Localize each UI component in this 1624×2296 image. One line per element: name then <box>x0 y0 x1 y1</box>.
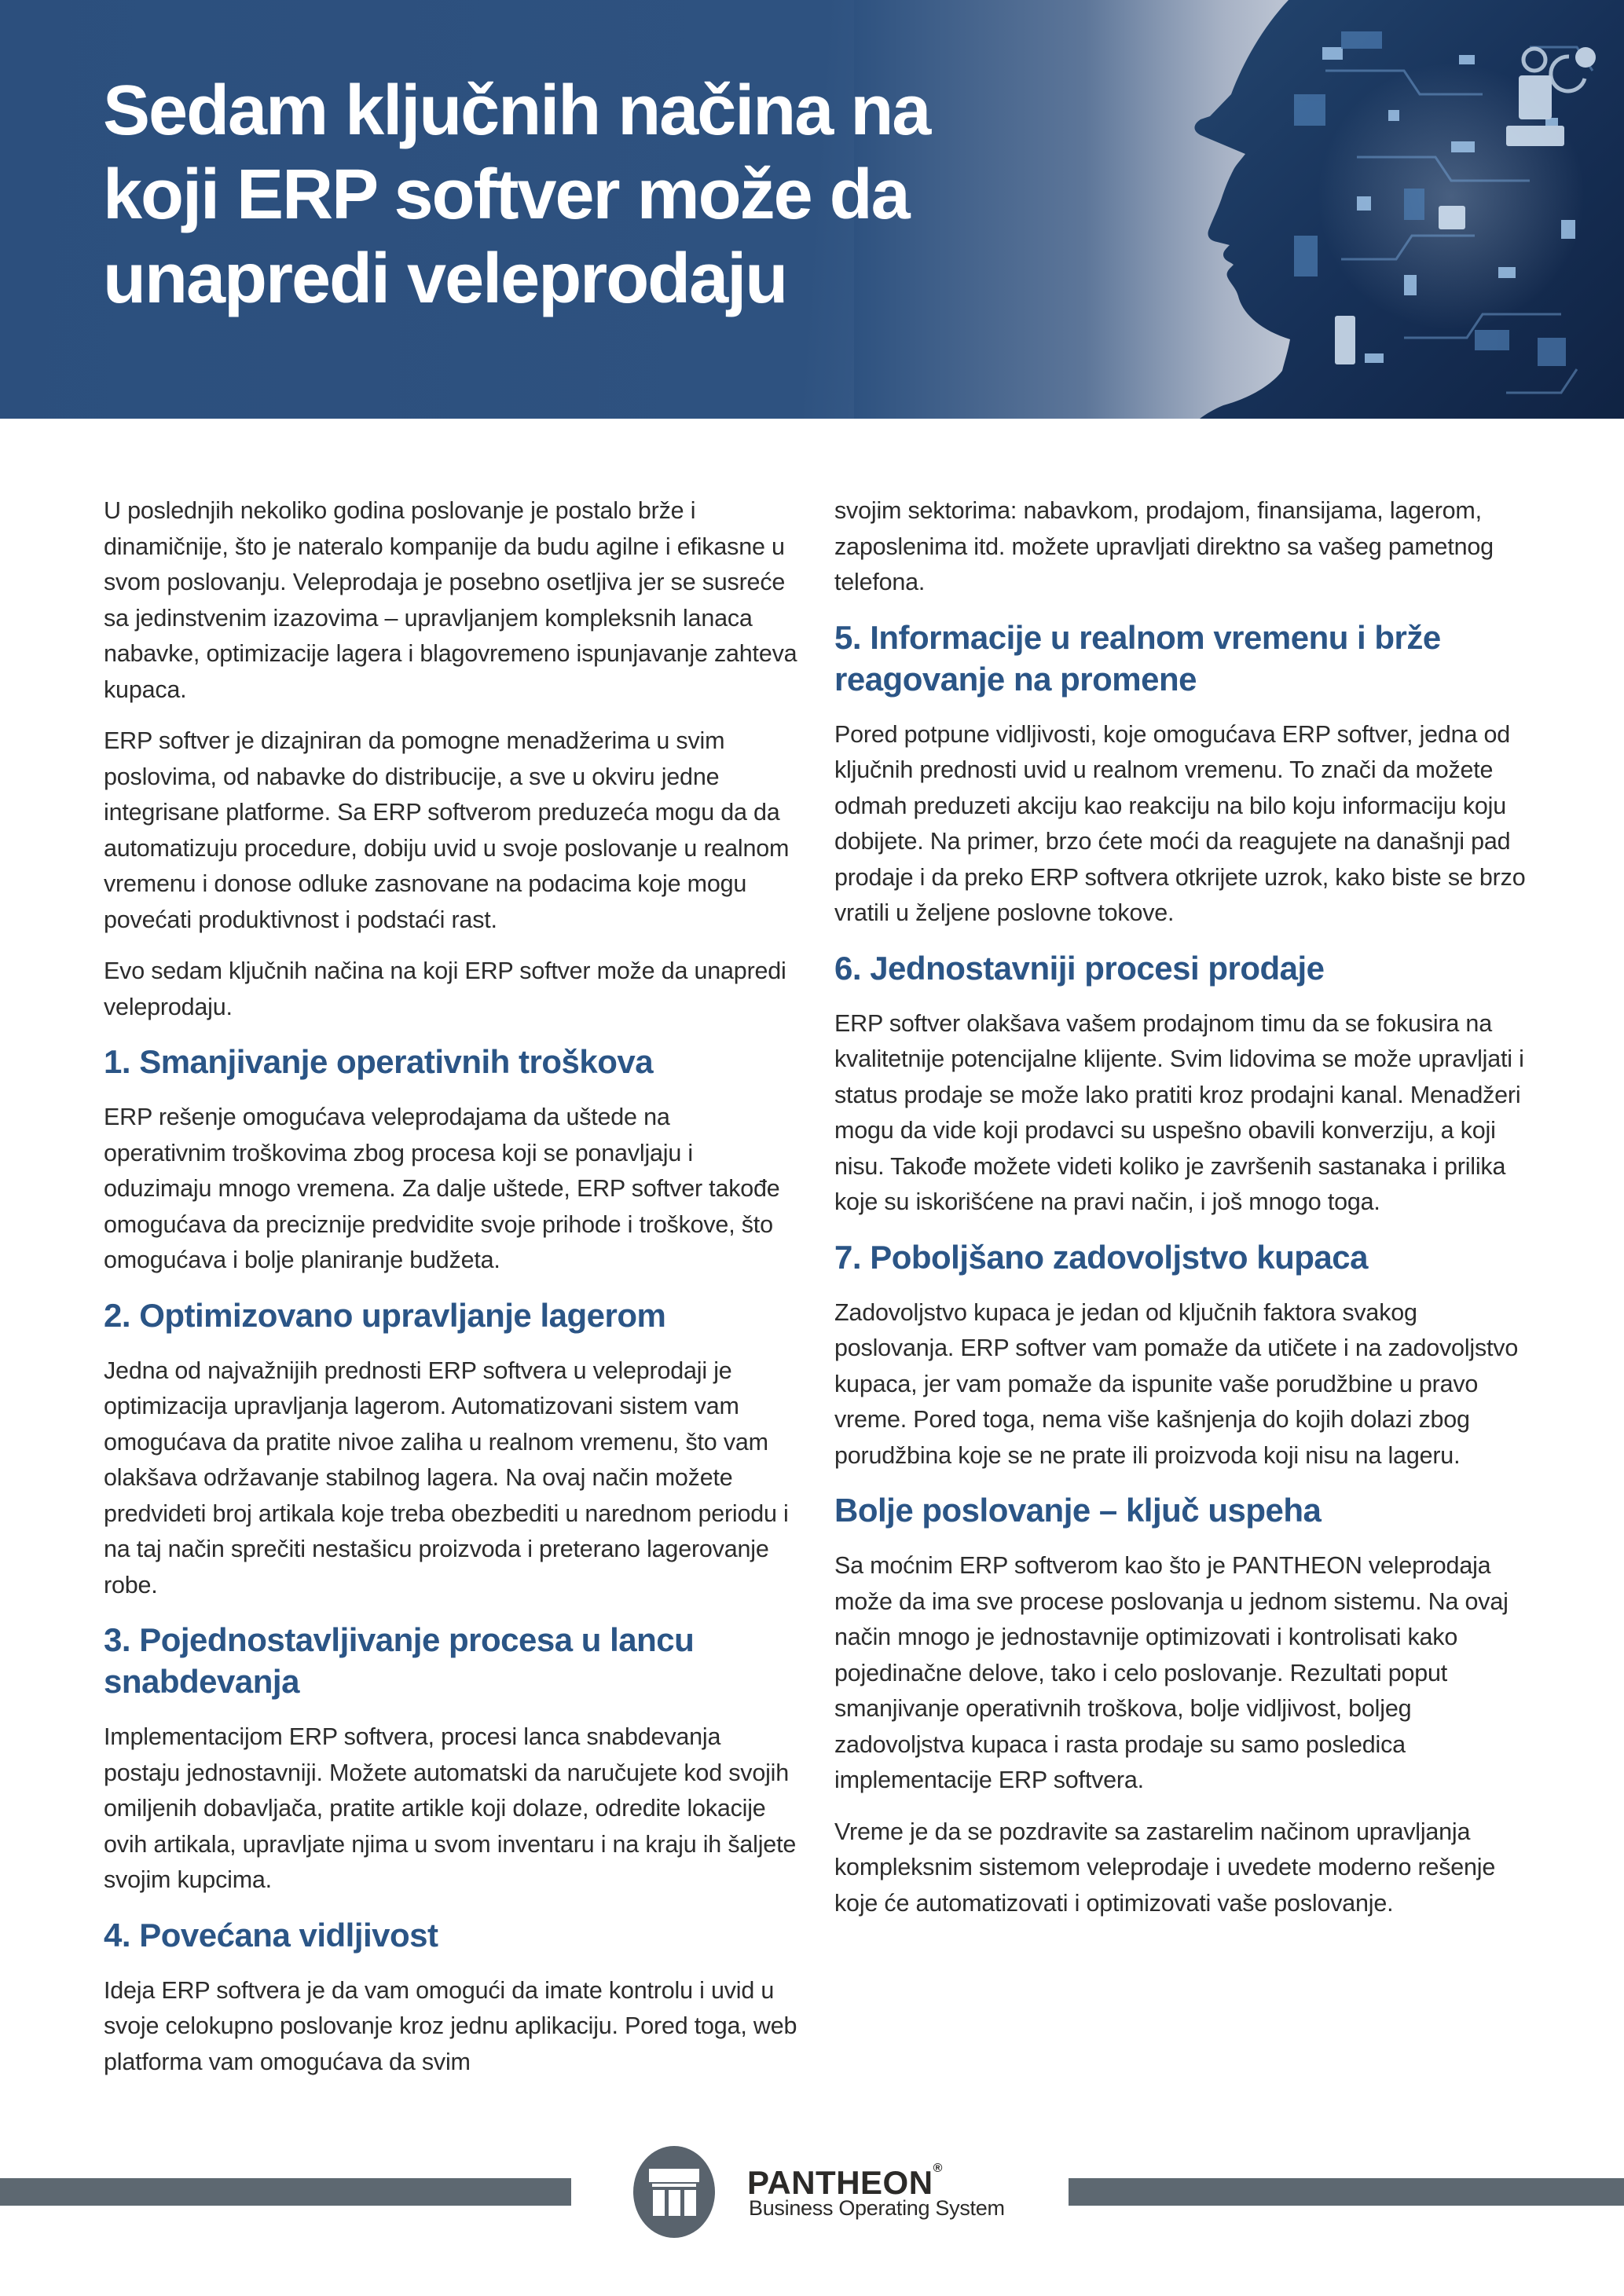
section-heading: Bolje poslovanje – ključ uspeha <box>834 1492 1322 1529</box>
section-heading: 6. Jednostavniji procesi prodaje <box>834 949 1325 987</box>
section-heading: 4. Povećana vidljivost <box>104 1916 438 1954</box>
paragraph: Pored potpune vidljivosti, koje omogućava ERP softver, jedna od ključnih prednosti uvid u realnom vremenu. To znači da možete odmah preduzeti akciju kao reakciju na bilo koju informaciju koju dobijete. Na primer, brzo ćete moći da reagujete na današnji pad prodaje i da preko ERP softvera otkrijete uzrok, kako biste se brzo vratili u željene poslovne tokove. <box>834 720 1526 926</box>
paragraph: ERP rešenje omogućava veleprodajama da uštede na operativnim troškovima zbog procesa koji se ponavljaju i oduzimaju mnogo vremena. Za dalje uštede, ERP softver takođe omogućava da preciznije predvidite svoje prihode i troškove, što omogućava i bolje planiranje budžeta. <box>104 1104 780 1273</box>
section-heading: 3. Pojednostavljivanje procesa u lancu snabdevanja <box>104 1621 695 1700</box>
section-heading: 7. Poboljšano zadovoljstvo kupaca <box>834 1238 1369 1276</box>
section-heading: 1. Smanjivanje operativnih troškova <box>104 1043 654 1080</box>
page-title-line: koji ERP softver može da <box>103 156 909 234</box>
brand-name: PANTHEON <box>747 2164 933 2201</box>
section-heading: 5. Informacije u realnom vremenu i brže reagovanje na promene <box>834 618 1441 698</box>
footer-divider-bar-right <box>1069 2178 1624 2206</box>
right-column <box>834 493 1529 1937</box>
page-title-line: unapredi veleprodaju <box>103 240 787 318</box>
paragraph: Zadovoljstvo kupaca je jedan od ključnih faktora svakog poslovanja. ERP softver vam pomaže da utičete i na zadovoljstvo kupaca, jer vam pomaže da ispunite vaše porudžbine u pravo vreme. Pored toga, nema više kašnjenja do kojih dolazi zbog porudžbina koje se ne prate ili proizvoda koji nisu na lageru. <box>834 1298 1519 1469</box>
paragraph: svojim sektorima: nabavkom, prodajom, finansijama, lagerom, zaposlenima itd. možete upravljati direktno sa vašeg pametnog telefona. <box>834 497 1494 595</box>
paragraph: Evo sedam ključnih načina na koji ERP softver može da unapredi veleprodaju. <box>104 958 786 1020</box>
header-banner <box>0 0 1624 419</box>
registered-trademark-symbol: ® <box>933 2162 943 2175</box>
pantheon-logo-badge <box>633 2146 715 2238</box>
paragraph: ERP softver olakšava vašem prodajnom timu da se fokusira na kvalitetnije potencijalne klijente. Svim lidovima se može upravljati i status prodaje se može lako pratiti kroz prodajni kanal. Menadžeri mogu da vide koji prodavci su uspešno obavili konverziju, a koji nisu. Takođe možete videti koliko je završenih sastanaka i prilika koje su iskorišćene na pravi način, i još mnogo toga. <box>834 1009 1524 1215</box>
section-heading: 2. Optimizovano upravljanje lagerom <box>104 1296 666 1334</box>
page-title <box>103 69 929 321</box>
paragraph: Vreme je da se pozdravite sa zastarelim načinom upravljanja kompleksnim sistemom veleprodaje i uvedete moderno rešenje koje će automatizovati i optimizovati vaše poslovanje. <box>834 1818 1496 1917</box>
paragraph: Jedna od najvažnijih prednosti ERP softvera u veleprodaji je optimizacija upravljanja lagerom. Automatizovani sistem vam omogućava da pratite nivoe zaliha u realnom vremenu, što vam olakšava održavanje stabilnog lagera. Na ovaj način možete predvideti broj artikala koje treba obezbediti u narednom periodu i na taj način sprečiti nestašicu proizvoda i preterano lagerovanje robe. <box>104 1357 789 1598</box>
footer-divider-bar-left <box>0 2178 571 2206</box>
paragraph: Implementacijom ERP softvera, procesi lanca snabdevanja postaju jednostavniji. Možete automatski da naručujete kod svojih omiljenih dobavljača, pratite artikle koji dolaze, odredite lokacije ovih artikala, upravljate njima u svom inventaru i na kraju ih šaljete svojim kupcima. <box>104 1723 797 1893</box>
pantheon-column-icon <box>649 2169 699 2216</box>
paragraph: Sa moćnim ERP softverom kao što je PANTHEON veleprodaja može da ima sve procese poslovanja u jednom sistemu. Na ovaj način mnogo je jednostavnije optimizovati i kontrolisati kako pojedinačne delove, tako i celo poslovanje. Rezultati poput smanjivanje operativnih troškova, bolje vidljivost, boljeg zadovoljstva kupaca i rasta prodaje su samo posledica implementacije ERP softvera. <box>834 1552 1509 1793</box>
left-column <box>104 493 798 2096</box>
brand-tagline: Business Operating System <box>749 2196 1005 2220</box>
paragraph: ERP softver je dizajniran da pomogne menadžerima u svim poslovima, od nabavke do distribucije, a sve u okviru jedne integrisane platforme. Sa ERP softverom preduzeća mogu da da automatizuju procedure, dobiju uvid u svoje poslovanje u realnom vremenu i donose odluke zasnovane na podacima koje mogu povećati produktivnost i podstaći rast. <box>104 727 790 933</box>
engineer-photo-illustration <box>854 0 1624 419</box>
paragraph: U poslednjih nekoliko godina poslovanje je postalo brže i dinamičnije, što je nateralo kompanije da budu agilne i efikasne u svom poslovanju. Veleprodaja je posebno osetljiva jer se susreće sa jedinstvenim izazovima – upravljanjem kompleksnih lanaca nabavke, optimizacije lagera i blagovremeno ispunjavanje zahteva kupaca. <box>104 497 797 703</box>
page-title-line: Sedam ključnih načina na <box>103 71 930 150</box>
paragraph: Ideja ERP softvera je da vam omogući da imate kontrolu i uvid u svoje celokupno poslovanje kroz jednu aplikaciju. Pored toga, web platforma vam omogućava da svim <box>104 1976 797 2075</box>
